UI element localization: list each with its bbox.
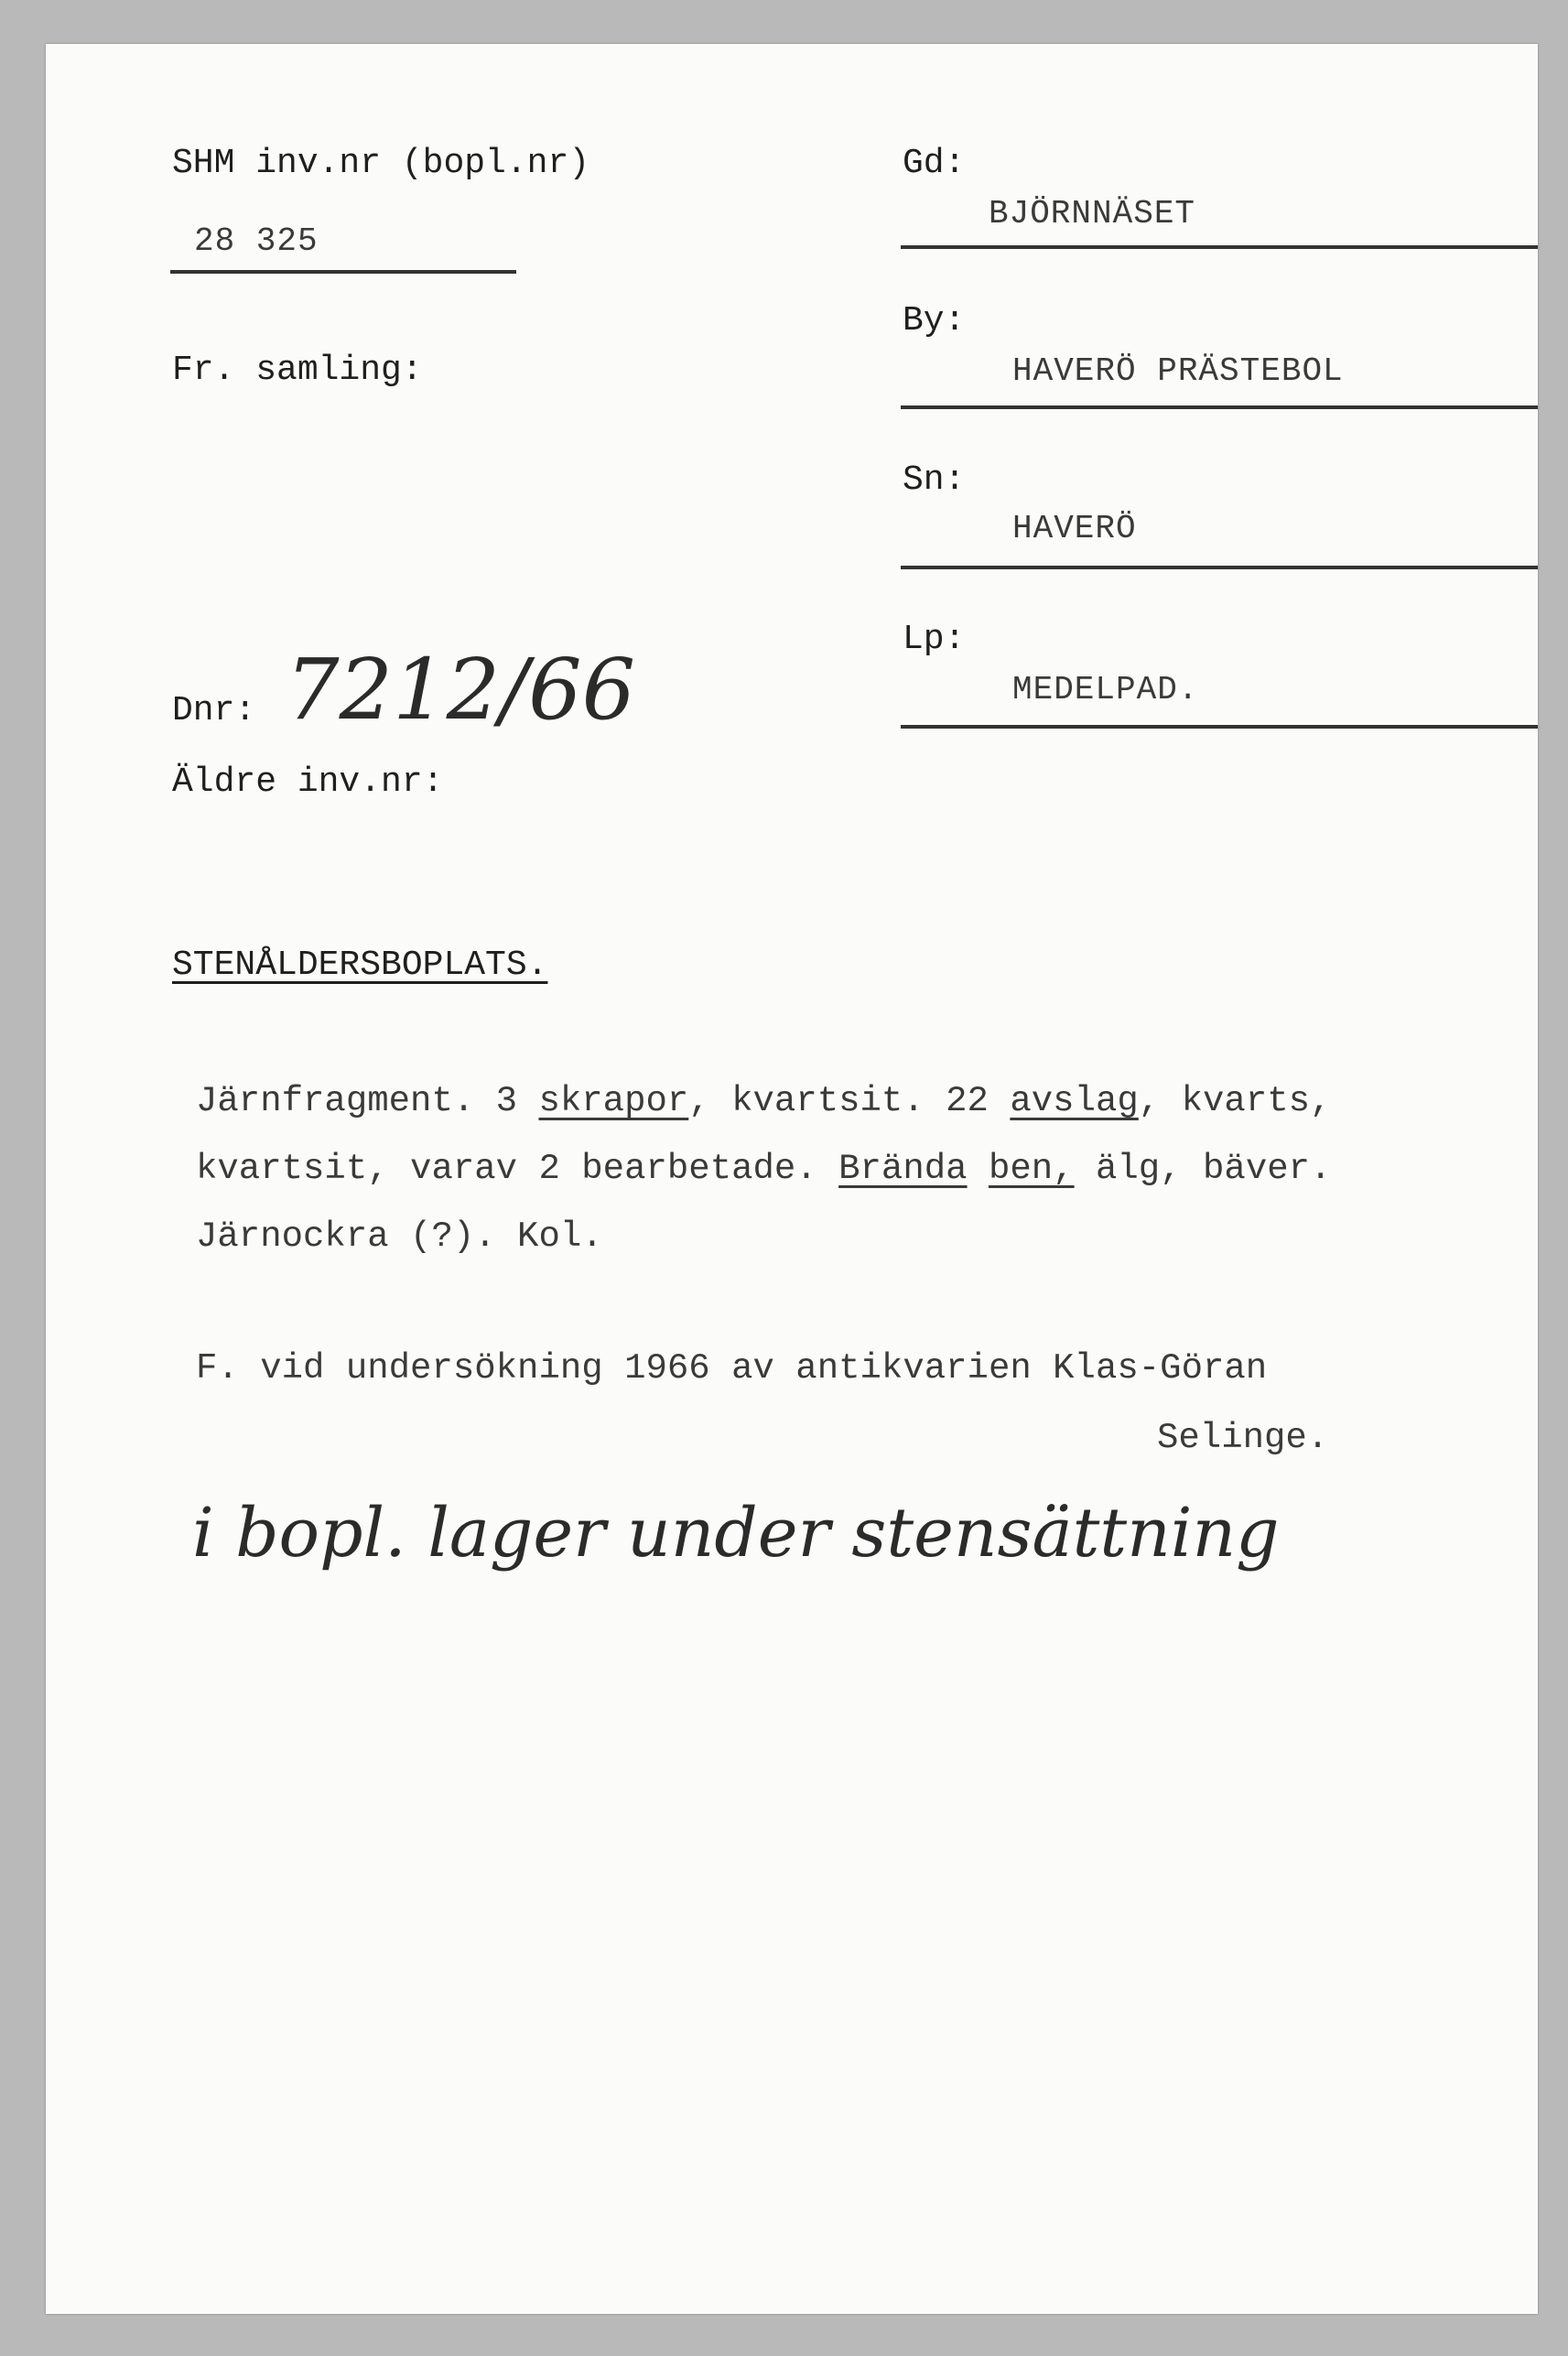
finder-line-2: Selinge. xyxy=(1157,1418,1329,1458)
dnr-handwritten: 7212/66 xyxy=(286,641,636,739)
lp-label: Lp: xyxy=(903,620,966,659)
underlined-term: skrapor xyxy=(538,1081,689,1121)
description-text: Järnfragment. 3 xyxy=(196,1081,539,1121)
description-line-2 xyxy=(196,1151,1331,1187)
underlined-term: avslag xyxy=(1010,1081,1139,1121)
gd-label: Gd: xyxy=(903,144,966,183)
description-text: kvartsit, varav 2 bearbetade. xyxy=(196,1149,839,1189)
description-text: , kvartsit. 22 xyxy=(688,1081,1011,1121)
handwritten-note: i bopl. lager under stensättning xyxy=(192,1494,1280,1572)
sn-label: Sn: xyxy=(903,460,966,500)
description-text: älg, bäver. xyxy=(1074,1149,1332,1189)
by-value: HAVERÖ PRÄSTEBOL xyxy=(1012,352,1344,390)
by-label: By: xyxy=(903,301,966,340)
description-line-3: Järnockra (?). Kol. xyxy=(196,1216,603,1257)
lp-value: MEDELPAD. xyxy=(1012,671,1199,708)
underlined-term: Brända xyxy=(838,1149,968,1189)
gd-rule xyxy=(901,245,1538,249)
underlined-term: ben, xyxy=(988,1149,1075,1189)
fr-samling-label: Fr. samling: xyxy=(172,351,423,390)
aldre-inv-nr-label: Äldre inv.nr: xyxy=(172,762,444,802)
inv-nr-label: SHM inv.nr (bopl.nr) xyxy=(172,144,590,183)
inv-nr-value: 28 325 xyxy=(194,222,319,260)
inv-nr-underline xyxy=(170,270,516,274)
gd-value: BJÖRNNÄSET xyxy=(989,195,1196,232)
sn-rule xyxy=(901,566,1538,569)
lp-rule xyxy=(901,725,1538,729)
finder-line-1: F. vid undersökning 1966 av antikvarien Klas-Göran xyxy=(196,1348,1268,1389)
sn-value: HAVERÖ xyxy=(1012,510,1137,547)
description-text xyxy=(968,1149,989,1189)
description-line-1 xyxy=(196,1081,1332,1121)
description-text: , kvarts, xyxy=(1138,1081,1332,1121)
site-heading: STENÅLDERSBOPLATS. xyxy=(172,946,548,985)
by-rule xyxy=(901,405,1538,409)
catalog-card xyxy=(46,44,1538,2314)
dnr-label: Dnr: xyxy=(172,691,256,730)
